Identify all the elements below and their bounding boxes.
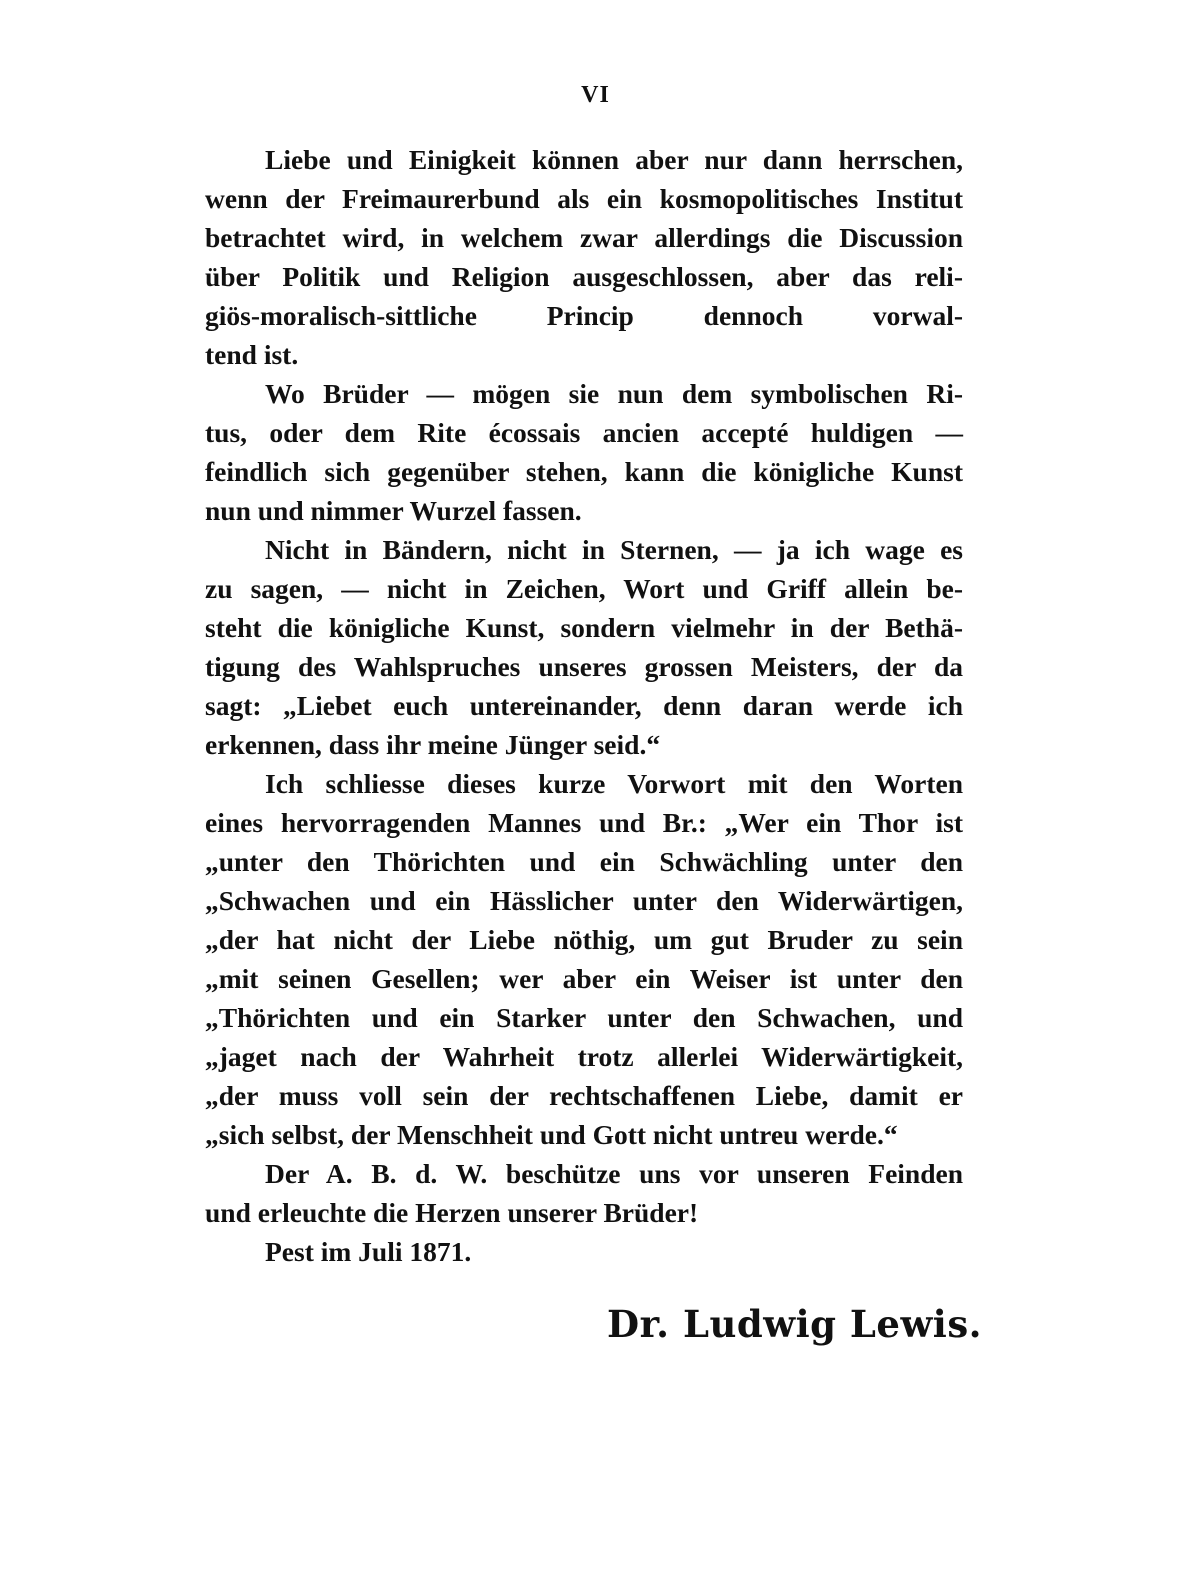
text-line: tend ist. [205,339,299,370]
text-line: Pest im Juli 1871. [265,1236,472,1267]
text-line: „unter den Thörichten und ein Schwächling unter den [205,846,963,877]
text-line: Ich schliesse dieses kurze Vorwort mit den Worten [265,768,963,799]
text-line: zu sagen, — nicht in Zeichen, Wort und Griff allein be- [205,573,963,604]
text-line: erkennen, dass ihr meine Jünger seid.“ [205,729,661,760]
text-line: Nicht in Bändern, nicht in Sternen, — ja ich wage es [265,534,963,565]
text-line: sagt: „Liebet euch untereinander, denn daran werde ich [205,690,963,721]
text-line: feindlich sich gegenüber stehen, kann die königliche Kunst [205,456,963,487]
author-signature: Dr. Ludwig Lewis. [607,1302,983,1346]
text-line: Wo Brüder — mögen sie nun dem symbolischen Ri- [265,378,963,409]
text-line: Liebe und Einigkeit können aber nur dann herrschen, [265,144,963,175]
text-line: „Thörichten und ein Starker unter den Schwachen, und [205,1002,963,1033]
preface-text [205,140,963,1271]
text-line: betrachtet wird, in welchem zwar allerdings die Discussion [205,222,963,253]
text-line: wenn der Freimaurerbund als ein kosmopolitisches Institut [205,183,963,214]
text-line: giös-moralisch-sittliche Princip dennoch vorwal- [205,300,963,331]
text-line: „der hat nicht der Liebe nöthig, um gut Bruder zu sein [205,924,963,955]
text-line: tigung des Wahlspruches unseres grossen Meisters, der da [205,651,963,682]
text-line: „Schwachen und ein Hässlicher unter den Widerwärtigen, [205,885,963,916]
text-line: „der muss voll sein der rechtschaffenen Liebe, damit er [205,1080,963,1111]
text-line: „sich selbst, der Menschheit und Gott nicht untreu werde.“ [205,1119,898,1150]
text-line: steht die königliche Kunst, sondern vielmehr in der Bethä- [205,612,963,643]
text-line: „jaget nach der Wahrheit trotz allerlei Widerwärtigkeit, [205,1041,963,1072]
page-number: VI [581,82,610,108]
text-line: über Politik und Religion ausgeschlossen, aber das reli- [205,261,963,292]
text-line: eines hervorragenden Mannes und Br.: „Wer ein Thor ist [205,807,963,838]
text-line: und erleuchte die Herzen unserer Brüder! [205,1197,699,1228]
text-line: nun und nimmer Wurzel fassen. [205,495,582,526]
text-line: „mit seinen Gesellen; wer aber ein Weiser ist unter den [205,963,963,994]
text-line: Der A. B. d. W. beschütze uns vor unseren Feinden [265,1158,963,1189]
text-line: tus, oder dem Rite écossais ancien accepté huldigen — [205,417,963,448]
